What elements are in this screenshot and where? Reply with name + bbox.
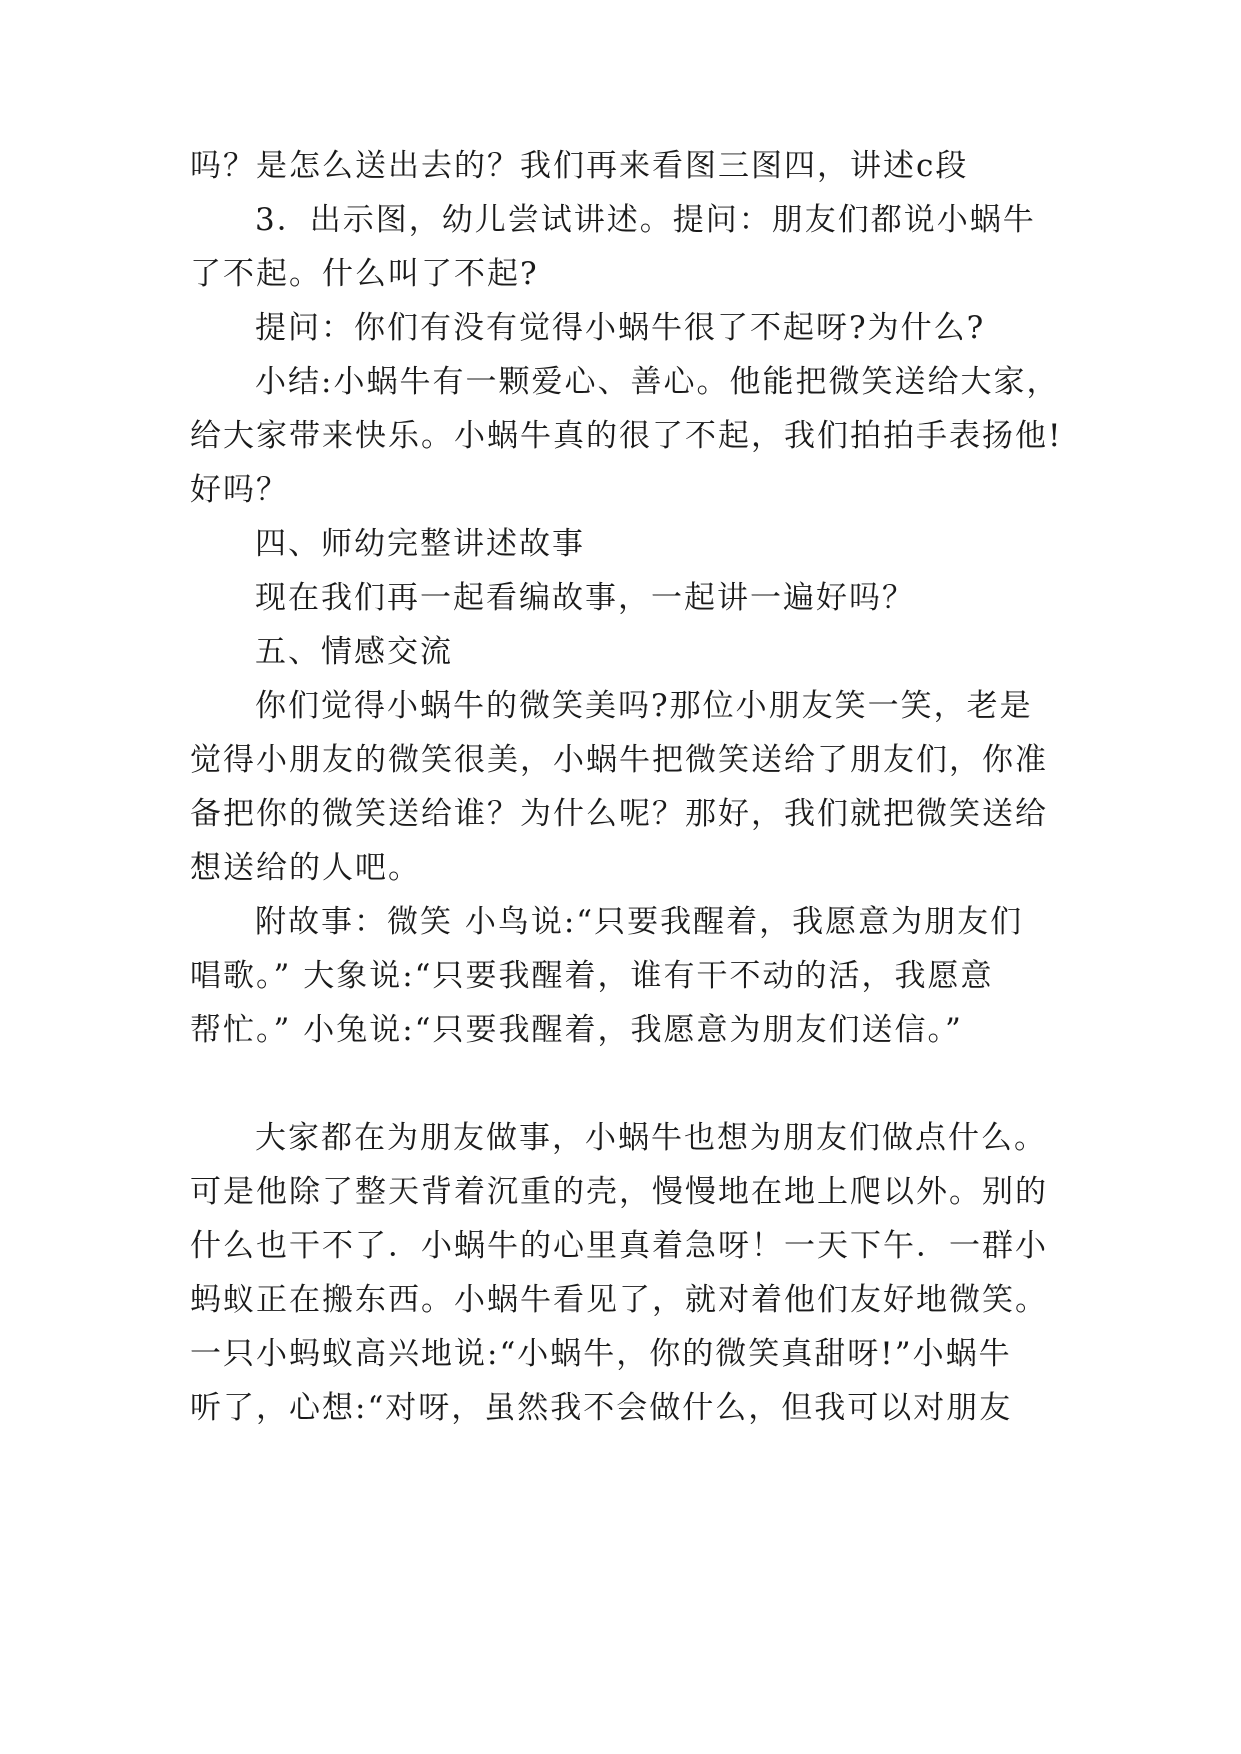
text-line: 蚂蚁正在搬东西。小蜗牛看见了，就对着他们友好地微笑。 [190,1282,1048,1318]
text-line: 给大家带来快乐。小蜗牛真的很了不起，我们拍拍手表扬他! [190,418,1063,454]
text-line: 想送给的人吧。 [190,850,421,886]
text-line: 什么也干不了．小蜗牛的心里真着急呀！一天下午．一群小 [190,1228,1048,1264]
text-line: 备把你的微笑送给谁？为什么呢？那好，我们就把微笑送给 [190,796,1048,832]
text-line: 附故事：微笑 小鸟说:“只要我醒着，我愿意为朋友们 [255,904,1024,940]
text-line: 提问：你们有没有觉得小蜗牛很了不起呀?为什么? [255,310,986,346]
text-line: 帮忙。” 小兔说:“只要我醒着，我愿意为朋友们送信。” [190,1012,963,1048]
text-line: 3．出示图，幼儿尝试讲述。提问：朋友们都说小蜗牛 [255,202,1036,238]
text-line: 小结:小蜗牛有一颗爱心、善心。他能把微笑送给大家， [255,364,1060,400]
text-line: 大家都在为朋友做事，小蜗牛也想为朋友们做点什么。 [255,1120,1047,1156]
text-line: 觉得小朋友的微笑很美，小蜗牛把微笑送给了朋友们，你准 [190,742,1048,778]
section-heading: 五、情感交流 [255,634,453,670]
section-heading: 四、师幼完整讲述故事 [255,526,585,562]
text-line: 唱歌。” 大象说:“只要我醒着，谁有干不动的活，我愿意 [190,958,994,994]
text-line: 好吗？ [190,472,289,508]
text-line: 你们觉得小蜗牛的微笑美吗?那位小朋友笑一笑，老是 [255,688,1033,724]
text-line: 听了，心想:“对呀，虽然我不会做什么，但我可以对朋友 [190,1390,1013,1426]
text-line: 了不起。什么叫了不起? [190,256,539,292]
text-line: 一只小蚂蚁高兴地说:“小蜗牛，你的微笑真甜呀!”小蜗牛 [190,1336,1012,1372]
text-line: 可是他除了整天背着沉重的壳，慢慢地在地上爬以外。别的 [190,1174,1048,1210]
text-line: 吗？是怎么送出去的？我们再来看图三图四，讲述c段 [190,148,969,184]
text-line: 现在我们再一起看编故事，一起讲一遍好吗？ [255,580,915,616]
